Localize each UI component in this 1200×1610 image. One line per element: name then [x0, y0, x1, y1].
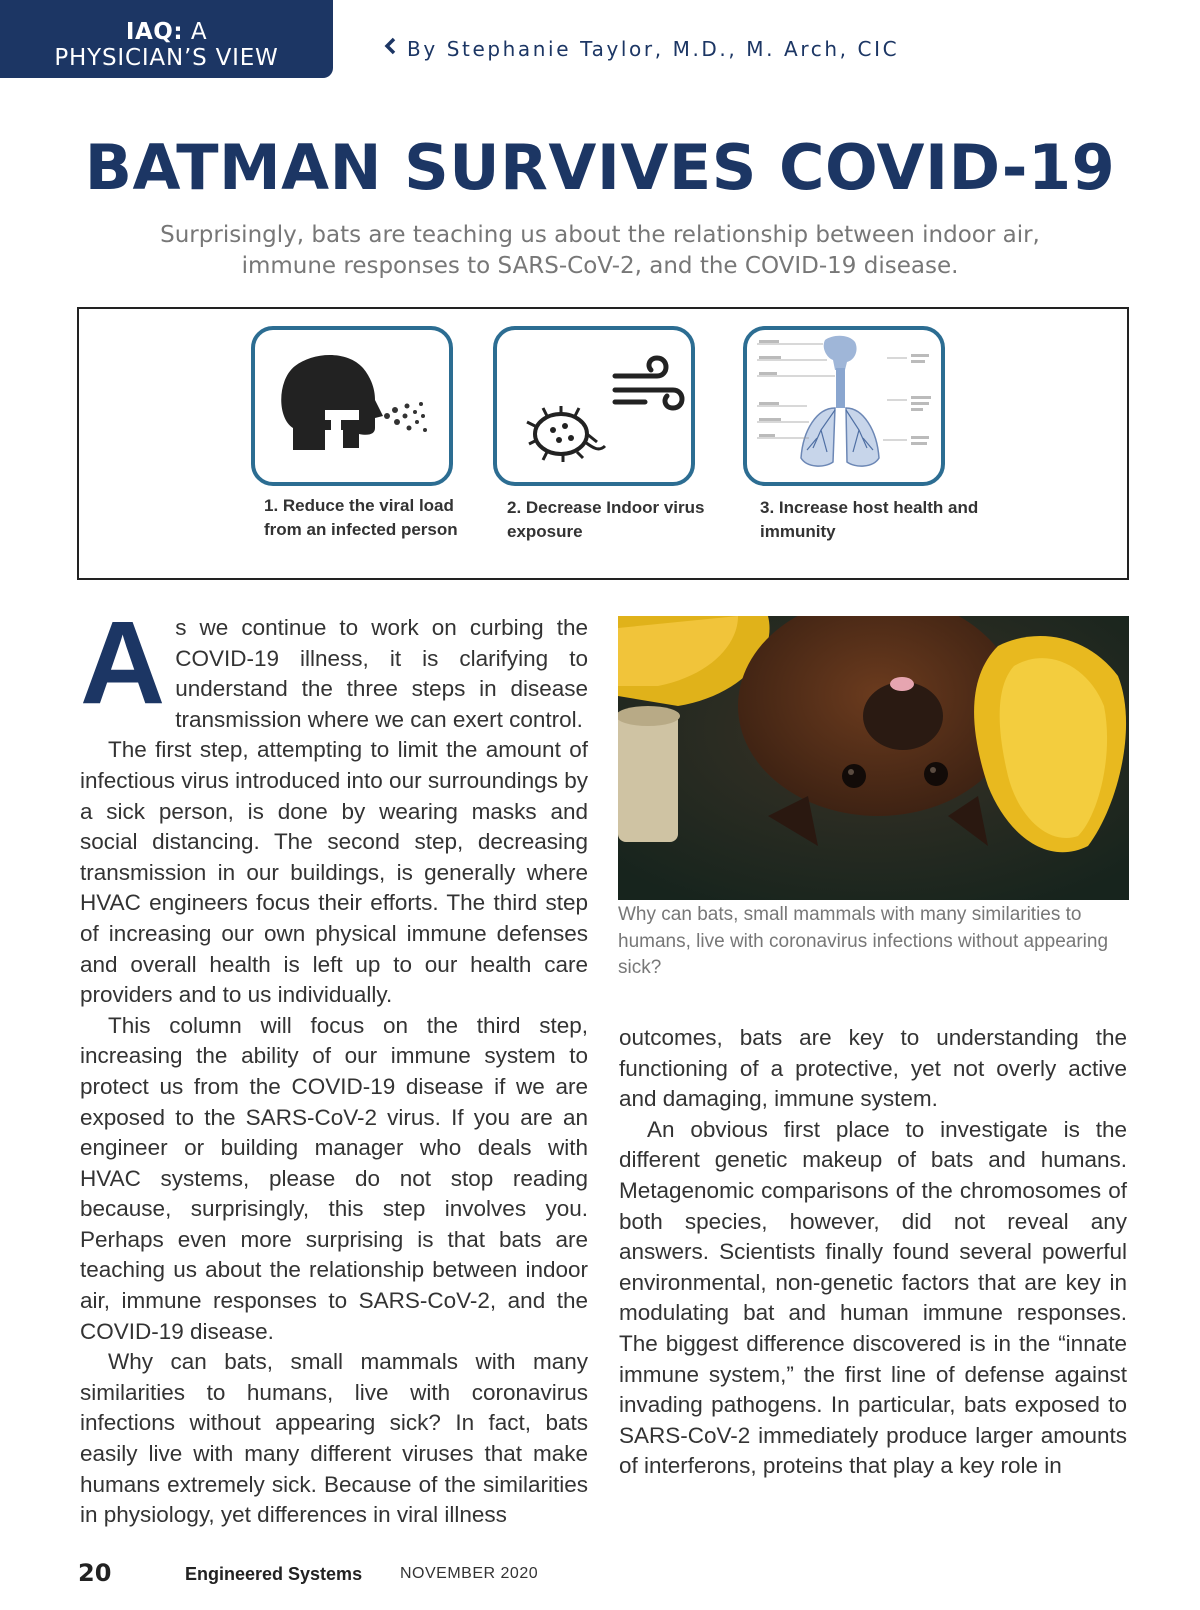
- article-body-right: [619, 1023, 1127, 1482]
- section-tag: [0, 0, 333, 78]
- steps-figure: [77, 307, 1129, 580]
- article-subtitle: Surprisingly, bats are teaching us about the relationship between indoor air, immune responses to SARS-CoV-2, and the COVID-19 disease.: [160, 222, 1040, 279]
- drop-cap: A: [80, 597, 166, 729]
- paragraph-1: [80, 597, 588, 735]
- paragraph-1-text: s we continue to work on curbing the COVID-19 illness, it is clarifying to understand the three steps in disease transmission where we can exert control.: [175, 615, 588, 732]
- section-tag-bold: IAQ:: [125, 19, 184, 45]
- section-tag-rest: A: [183, 19, 208, 45]
- respiratory-system-icon: [747, 330, 941, 482]
- section-tag-line2: PHYSICIAN’S VIEW: [54, 45, 279, 71]
- issue-date: NOVEMBER 2020: [400, 1565, 539, 1582]
- step-caption-3: 3. Increase host health and immunity: [760, 498, 979, 541]
- photo-caption: Why can bats, small mammals with many similarities to humans, live with coronavirus infections without appearing sick?: [618, 904, 1109, 978]
- byline: [383, 36, 899, 61]
- paragraph-2: The first step, attempting to limit the amount of infectious virus introduced into our surroundings by a sick person, is done by wearing masks and social distancing. The second step, decreasing transmission in our buildings, is generally where HVAC engineers focus their efforts. The third step of increasing our own physical immune defenses and overall health is left up to our health care providers and to us individually.: [80, 737, 588, 1008]
- step-panel-1: [251, 326, 453, 486]
- paragraph-4: Why can bats, small mammals with many similarities to humans, live with coronavirus infections without appearing sick? In fact, bats easily live with many different viruses that make humans extremely sick. Because of the similarities in physiology, yet differences in viral illness: [80, 1349, 588, 1528]
- paragraph-right-2: An obvious first place to investigate is the different genetic makeup of bats and humans. Metagenomic comparisons of the chromosomes of both species, however, did not reveal any answers. Scientists finally found several powerful environmental, non-genetic factors that are key in modulating bat and human immune responses. The biggest difference discovered is in the “innate immune system,” the first line of defense against invading pathogens. In particular, bats exposed to SARS-CoV-2 immediately produce larger amounts of interferons, proteins that play a key role in: [619, 1116, 1127, 1479]
- byline-text: By Stephanie Taylor, M.D., M. Arch, CIC: [407, 37, 900, 61]
- bat-photo: [618, 616, 1129, 900]
- step-panel-3: [743, 326, 945, 486]
- paragraph-right-1: outcomes, bats are key to understanding the functioning of a protective, yet not overly active and damaging, immune system.: [619, 1025, 1127, 1112]
- paragraph-3: This column will focus on the third step, increasing the ability of our immune system to protect us from the COVID-19 disease if we are exposed to the SARS-CoV-2 virus. If you are an engineer or building manager who deals with HVAC systems, please do not stop reading because, surprisingly, this step involves you. Perhaps even more surprising is that bats are teaching us about the relationship between indoor air, immune responses to SARS-CoV-2, and the COVID-19 disease.: [80, 1012, 588, 1344]
- article-title: BATMAN SURVIVES COVID-19: [84, 131, 1116, 204]
- page-number: 20: [78, 1559, 112, 1587]
- section-tag-line1: [0, 19, 333, 45]
- step-caption-1: 1. Reduce the viral load from an infected person: [264, 496, 458, 539]
- fruit-bat-image: [618, 616, 1129, 900]
- step-caption-2: 2. Decrease Indoor virus exposure: [507, 498, 705, 541]
- article-body-left: [80, 597, 588, 1531]
- chevron-left-icon: [383, 36, 401, 61]
- virus-and-airflow-icon: [497, 330, 691, 482]
- person-exhaling-icon: [255, 330, 449, 482]
- step-panel-2: [493, 326, 695, 486]
- magazine-name: Engineered Systems: [185, 1564, 363, 1584]
